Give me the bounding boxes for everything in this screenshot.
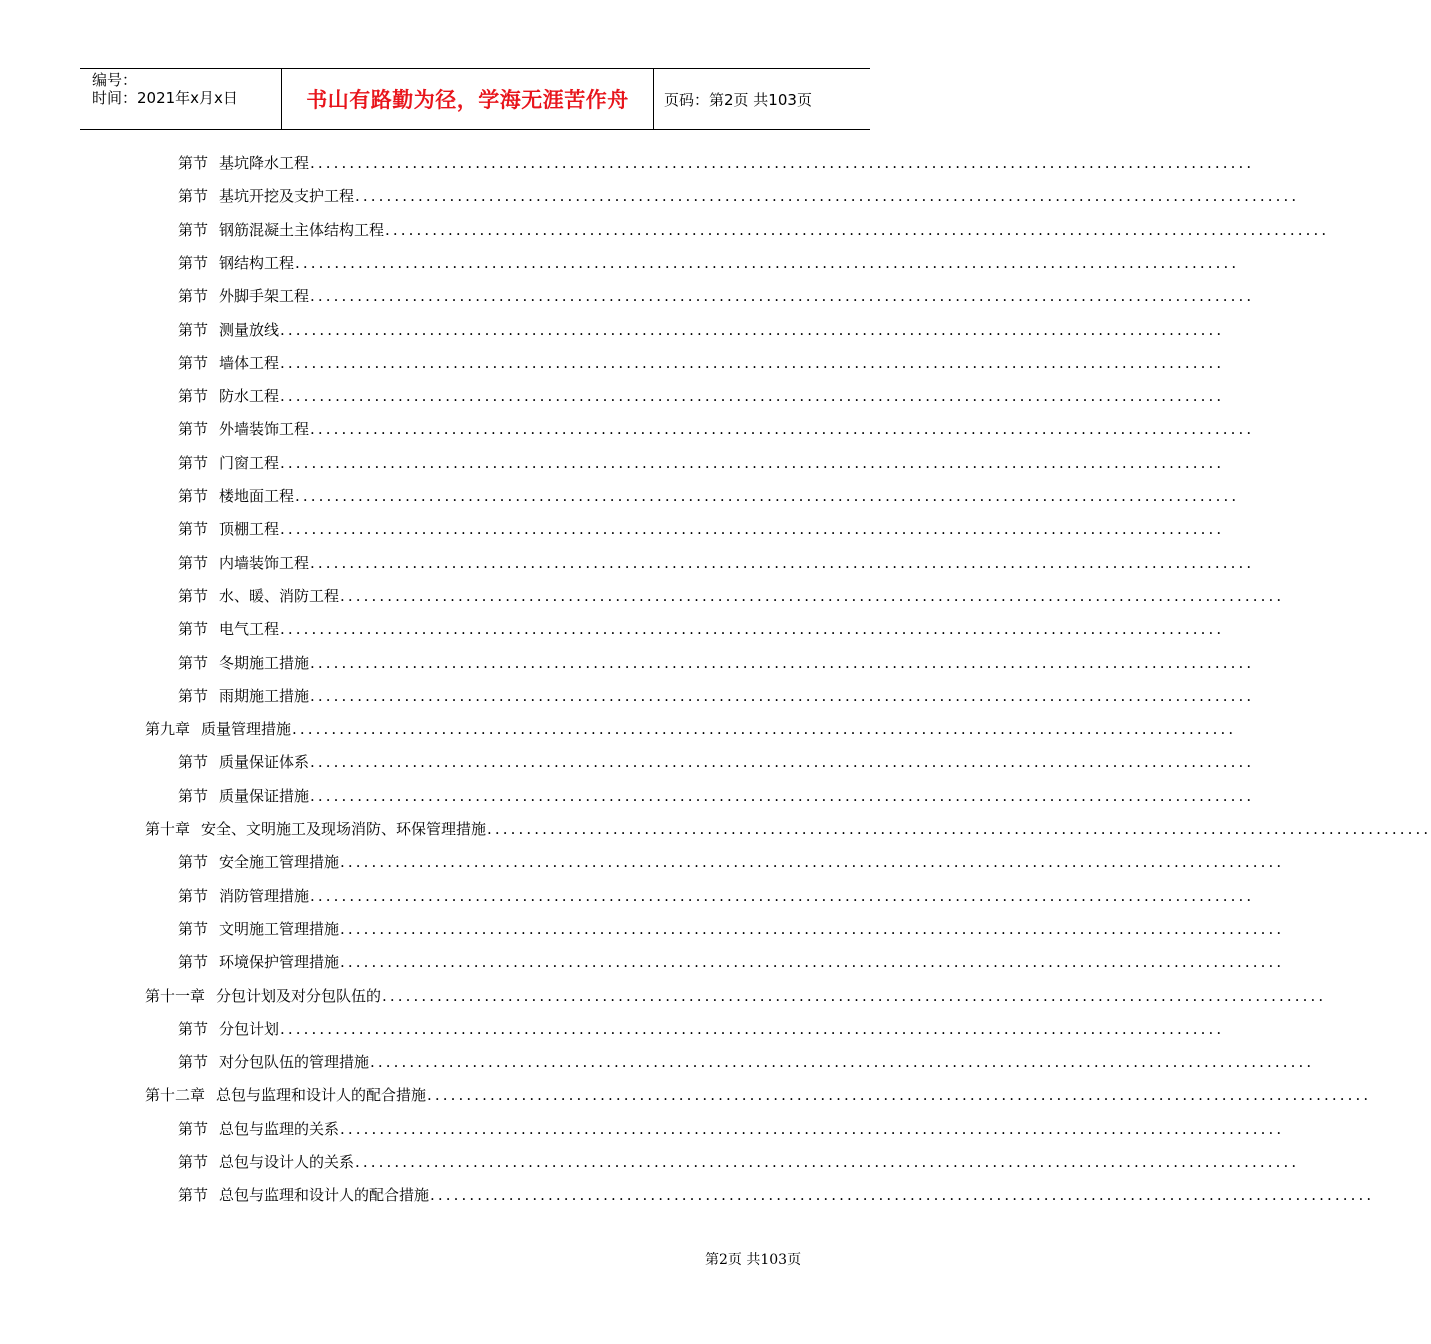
toc-entry-label bbox=[178, 152, 309, 174]
toc-entry-number: 第节 bbox=[178, 953, 209, 972]
toc-section-entry[interactable] bbox=[178, 1151, 1300, 1173]
toc-section-entry[interactable] bbox=[178, 485, 1240, 507]
toc-entry-number: 第节 bbox=[178, 919, 209, 938]
toc-leader-dots: ........................................................................................................................ bbox=[370, 1053, 1315, 1072]
toc-section-entry[interactable] bbox=[178, 918, 1285, 940]
header-meta bbox=[80, 69, 282, 129]
toc-entry-title: 钢结构工程 bbox=[219, 253, 295, 272]
toc-entry-title: 内墙装饰工程 bbox=[219, 553, 310, 572]
toc-entry-title: 冬期施工措施 bbox=[219, 653, 310, 672]
toc-entry-label bbox=[178, 685, 309, 707]
toc-section-entry[interactable] bbox=[178, 585, 1285, 607]
toc-entry-number: 第节 bbox=[178, 1119, 209, 1138]
toc-entry-title: 总包与监理和设计人的配合措施 bbox=[216, 1086, 427, 1105]
toc-entry-title: 分包计划及对分包队伍的 bbox=[216, 986, 382, 1005]
toc-section-entry[interactable] bbox=[178, 885, 1255, 907]
page-header bbox=[80, 68, 870, 130]
toc-leader-dots: ........................................................................................................................ bbox=[340, 953, 1285, 972]
toc-section-entry[interactable] bbox=[178, 785, 1255, 807]
toc-entry-label bbox=[178, 285, 309, 307]
toc-leader-dots: ........................................................................................................................ bbox=[310, 653, 1255, 672]
toc-leader-dots: ........................................................................................................................ bbox=[280, 1019, 1225, 1038]
toc-leader-dots: ........................................................................................................................ bbox=[280, 353, 1225, 372]
toc-section-entry[interactable] bbox=[178, 452, 1225, 474]
toc-section-entry[interactable] bbox=[178, 652, 1255, 674]
toc-entry-title: 质量保证措施 bbox=[219, 786, 310, 805]
toc-entry-title: 测量放线 bbox=[219, 320, 280, 339]
toc-entry-number: 第节 bbox=[178, 753, 209, 772]
toc-section-entry[interactable] bbox=[178, 1118, 1285, 1140]
toc-entry-title: 总包与监理的关系 bbox=[219, 1119, 340, 1138]
toc-leader-dots: ........................................................................................................................ bbox=[310, 753, 1255, 772]
toc-entry-title: 环境保护管理措施 bbox=[219, 953, 340, 972]
toc-leader-dots: ........................................................................................................................ bbox=[340, 586, 1285, 605]
toc-leader-dots: ........................................................................................................................ bbox=[310, 786, 1255, 805]
toc-entry-label bbox=[145, 818, 486, 840]
toc-entry-number: 第节 bbox=[178, 1053, 209, 1072]
toc-leader-dots: ........................................................................................................................ bbox=[355, 1153, 1300, 1171]
toc-entry-label bbox=[178, 851, 339, 873]
toc-entry-title: 文明施工管理措施 bbox=[219, 919, 340, 938]
toc-entry-title: 雨期施工措施 bbox=[219, 686, 310, 705]
toc-entry-label bbox=[178, 918, 339, 940]
toc-section-entry[interactable] bbox=[178, 418, 1255, 440]
toc-leader-dots: ........................................................................................................................ bbox=[280, 453, 1225, 472]
toc-section-entry[interactable] bbox=[178, 185, 1300, 207]
toc-entry-label bbox=[178, 1018, 279, 1040]
toc-entry-number: 第节 bbox=[178, 253, 209, 272]
toc-section-entry[interactable] bbox=[178, 685, 1255, 707]
toc-entry-label bbox=[178, 452, 279, 474]
toc-entry-title: 门窗工程 bbox=[219, 453, 280, 472]
toc-section-entry[interactable] bbox=[178, 1184, 1375, 1206]
document-number-label: 编号： bbox=[92, 71, 138, 89]
toc-entry-title: 墙体工程 bbox=[219, 353, 280, 372]
toc-section-entry[interactable] bbox=[178, 951, 1285, 973]
header-motto: 书山有路勤为径，学海无涯苦作舟 bbox=[282, 69, 654, 129]
toc-entry-label bbox=[178, 618, 279, 640]
toc-entry-number: 第节 bbox=[178, 520, 209, 539]
toc-entry-number: 第节 bbox=[178, 786, 209, 805]
toc-entry-number: 第节 bbox=[178, 1019, 209, 1038]
toc-entry-label bbox=[178, 352, 279, 374]
toc-entry-number: 第节 bbox=[178, 853, 209, 872]
toc-leader-dots: ........................................................................................................................ bbox=[310, 154, 1255, 172]
toc-section-entry[interactable] bbox=[178, 285, 1255, 307]
toc-section-entry[interactable] bbox=[178, 385, 1225, 407]
toc-entry-title: 水、暖、消防工程 bbox=[219, 586, 340, 605]
toc-leader-dots: ........................................................................................................................ bbox=[295, 487, 1240, 505]
toc-section-entry[interactable] bbox=[178, 518, 1225, 540]
toc-entry-number: 第节 bbox=[178, 353, 209, 372]
toc-leader-dots: ........................................................................................................................ bbox=[385, 220, 1330, 239]
toc-entry-title: 质量保证体系 bbox=[219, 753, 310, 772]
toc-entry-title: 电气工程 bbox=[219, 620, 280, 639]
toc-section-entry[interactable] bbox=[178, 751, 1255, 773]
toc-entry-label bbox=[178, 1051, 369, 1073]
toc-section-entry[interactable] bbox=[178, 319, 1225, 341]
toc-entry-title: 基坑开挖及支护工程 bbox=[219, 187, 355, 206]
toc-entry-label bbox=[178, 552, 309, 574]
toc-entry-title: 基坑降水工程 bbox=[219, 154, 310, 172]
toc-entry-number: 第九章 bbox=[145, 720, 191, 739]
toc-entry-label bbox=[178, 885, 309, 907]
toc-entry-number: 第十章 bbox=[145, 820, 191, 838]
toc-section-entry[interactable] bbox=[178, 1018, 1225, 1040]
toc-leader-dots: ........................................................................................................................ bbox=[355, 187, 1300, 206]
header-page-info: 页码：第2页 共103页 bbox=[664, 90, 812, 109]
toc-leader-dots: ........................................................................................................................ bbox=[310, 686, 1255, 705]
toc-section-entry[interactable] bbox=[178, 219, 1330, 241]
toc-entry-number: 第节 bbox=[178, 1186, 209, 1205]
toc-entry-label bbox=[178, 1151, 354, 1173]
toc-entry-number: 第节 bbox=[178, 387, 209, 406]
toc-entry-number: 第节 bbox=[178, 453, 209, 472]
toc-leader-dots: ........................................................................................................................ bbox=[310, 886, 1255, 905]
toc-leader-dots: ........................................................................................................................ bbox=[430, 1186, 1375, 1205]
toc-entry-label bbox=[145, 718, 291, 740]
toc-leader-dots: ........................................................................................................................ bbox=[382, 986, 1327, 1005]
toc-entry-number: 第节 bbox=[178, 586, 209, 605]
toc-entry-title: 消防管理措施 bbox=[219, 886, 310, 905]
toc-leader-dots: ........................................................................................................................ bbox=[340, 1119, 1285, 1138]
toc-entry-label bbox=[178, 485, 294, 507]
toc-leader-dots: ........................................................................................................................ bbox=[295, 253, 1240, 272]
toc-section-entry[interactable] bbox=[178, 1051, 1315, 1073]
toc-entry-number: 第节 bbox=[178, 154, 209, 172]
toc-entry-title: 安全、文明施工及现场消防、环保管理措施 bbox=[201, 820, 487, 838]
toc-entry-number: 第节 bbox=[178, 1153, 209, 1171]
toc-entry-label bbox=[178, 385, 279, 407]
toc-entry-label bbox=[145, 1084, 426, 1106]
toc-chapter-entry[interactable] bbox=[145, 718, 1237, 740]
page-footer: 第2页 共103页 bbox=[705, 1252, 802, 1268]
toc-entry-number: 第十二章 bbox=[145, 1086, 206, 1105]
toc-entry-title: 外脚手架工程 bbox=[219, 287, 310, 306]
toc-section-entry[interactable] bbox=[178, 152, 1255, 174]
toc-entry-title: 对分包队伍的管理措施 bbox=[219, 1053, 370, 1072]
toc-entry-title: 总包与设计人的关系 bbox=[219, 1153, 355, 1171]
toc-section-entry[interactable] bbox=[178, 352, 1225, 374]
toc-entry-number: 第节 bbox=[178, 220, 209, 239]
toc-leader-dots: ........................................................................................................................ bbox=[280, 620, 1225, 639]
toc-chapter-entry[interactable] bbox=[145, 818, 1431, 840]
toc-entry-number: 第节 bbox=[178, 420, 209, 439]
toc-leader-dots: ........................................................................................................................ bbox=[487, 820, 1431, 838]
toc-section-entry[interactable] bbox=[178, 618, 1225, 640]
toc-entry-number: 第节 bbox=[178, 686, 209, 705]
toc-entry-title: 外墙装饰工程 bbox=[219, 420, 310, 439]
toc-section-entry[interactable] bbox=[178, 851, 1285, 873]
toc-entry-label bbox=[178, 1118, 339, 1140]
toc-entry-label bbox=[178, 219, 384, 241]
toc-entry-label bbox=[178, 951, 339, 973]
toc-leader-dots: ........................................................................................................................ bbox=[340, 919, 1285, 938]
toc-entry-title: 分包计划 bbox=[219, 1019, 280, 1038]
toc-section-entry[interactable] bbox=[178, 252, 1240, 274]
toc-entry-number: 第节 bbox=[178, 553, 209, 572]
toc-entry-label bbox=[178, 785, 309, 807]
toc-chapter-entry[interactable] bbox=[145, 1084, 1372, 1106]
toc-entry-number: 第节 bbox=[178, 320, 209, 339]
toc-entry-title: 质量管理措施 bbox=[201, 720, 292, 739]
toc-entry-title: 顶棚工程 bbox=[219, 520, 280, 539]
toc-leader-dots: ........................................................................................................................ bbox=[310, 553, 1255, 572]
document-date-label: 时间：2021年x月x日 bbox=[92, 89, 238, 107]
toc-entry-label bbox=[178, 652, 309, 674]
toc-entry-label bbox=[178, 518, 279, 540]
toc-leader-dots: ........................................................................................................................ bbox=[427, 1086, 1372, 1105]
toc-entry-title: 总包与监理和设计人的配合措施 bbox=[219, 1186, 430, 1205]
toc-entry-number: 第节 bbox=[178, 620, 209, 639]
toc-chapter-entry[interactable] bbox=[145, 985, 1327, 1007]
toc-entry-label bbox=[178, 185, 354, 207]
toc-leader-dots: ........................................................................................................................ bbox=[310, 420, 1255, 439]
toc-entry-title: 钢筋混凝土主体结构工程 bbox=[219, 220, 385, 239]
toc-leader-dots: ........................................................................................................................ bbox=[280, 520, 1225, 539]
toc-entry-title: 安全施工管理措施 bbox=[219, 853, 340, 872]
toc-entry-label bbox=[178, 585, 339, 607]
toc-entry-number: 第节 bbox=[178, 653, 209, 672]
toc-entry-label bbox=[178, 1184, 429, 1206]
toc-entry-label bbox=[178, 751, 309, 773]
toc-leader-dots: ........................................................................................................................ bbox=[280, 387, 1225, 406]
toc-entry-label bbox=[178, 418, 309, 440]
toc-entry-label bbox=[145, 985, 381, 1007]
toc-leader-dots: ........................................................................................................................ bbox=[280, 320, 1225, 339]
toc-entry-number: 第节 bbox=[178, 487, 209, 505]
toc-entry-number: 第十一章 bbox=[145, 986, 206, 1005]
toc-entry-title: 防水工程 bbox=[219, 387, 280, 406]
toc-entry-label bbox=[178, 252, 294, 274]
toc-entry-number: 第节 bbox=[178, 886, 209, 905]
toc-entry-number: 第节 bbox=[178, 287, 209, 306]
toc-entry-title: 楼地面工程 bbox=[219, 487, 295, 505]
toc-entry-number: 第节 bbox=[178, 187, 209, 206]
toc-leader-dots: ........................................................................................................................ bbox=[340, 853, 1285, 872]
toc-leader-dots: ........................................................................................................................ bbox=[310, 287, 1255, 306]
toc-entry-label bbox=[178, 319, 279, 341]
toc-leader-dots: ........................................................................................................................ bbox=[292, 720, 1237, 739]
toc-section-entry[interactable] bbox=[178, 552, 1255, 574]
